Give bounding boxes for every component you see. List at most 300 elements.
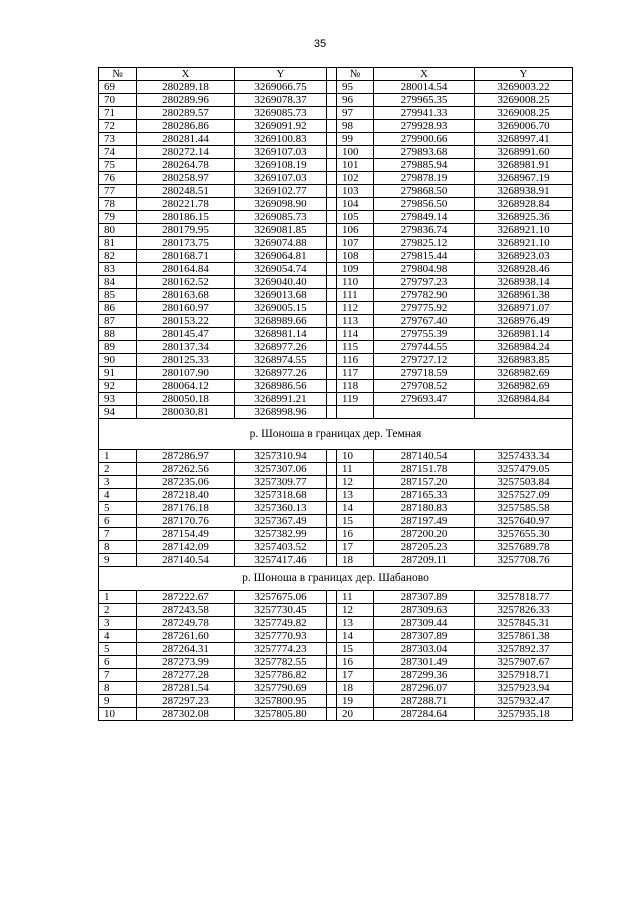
point-number: 101 xyxy=(337,159,374,172)
y-coordinate: 3269064.81 xyxy=(235,250,327,263)
column-gap xyxy=(327,604,337,617)
point-number: 11 xyxy=(337,463,374,476)
section-title-row xyxy=(99,567,573,591)
y-coordinate: 3269085.73 xyxy=(235,211,327,224)
y-coordinate: 3268981.14 xyxy=(475,328,573,341)
table-row xyxy=(99,630,573,643)
y-coordinate: 3257310.94 xyxy=(235,450,327,463)
table-row xyxy=(99,682,573,695)
x-coordinate: 287235.06 xyxy=(137,476,235,489)
x-coordinate: 279941.33 xyxy=(374,107,475,120)
table-row xyxy=(99,541,573,554)
x-coordinate: 287273.99 xyxy=(137,656,235,669)
x-coordinate: 287309.63 xyxy=(374,604,475,617)
x-coordinate: 279767.40 xyxy=(374,315,475,328)
column-gap xyxy=(327,341,337,354)
table-row xyxy=(99,328,573,341)
y-coordinate: 3268977.26 xyxy=(235,367,327,380)
table-header-row xyxy=(99,68,573,81)
header-x: X xyxy=(374,68,475,81)
table-row xyxy=(99,406,573,419)
page-number: 35 xyxy=(313,38,327,50)
point-number: 69 xyxy=(99,81,137,94)
y-coordinate: 3268984.84 xyxy=(475,393,573,406)
point-number: 70 xyxy=(99,94,137,107)
x-coordinate: 287243.58 xyxy=(137,604,235,617)
y-coordinate: 3257907.67 xyxy=(475,656,573,669)
column-gap xyxy=(327,94,337,107)
y-coordinate: 3269098.90 xyxy=(235,198,327,211)
point-number: 99 xyxy=(337,133,374,146)
y-coordinate: 3257774.23 xyxy=(235,643,327,656)
y-coordinate: 3269091.92 xyxy=(235,120,327,133)
column-gap xyxy=(327,656,337,669)
column-gap xyxy=(327,367,337,380)
y-coordinate: 3257845.31 xyxy=(475,617,573,630)
x-coordinate: 279727.12 xyxy=(374,354,475,367)
y-coordinate: 3268981.14 xyxy=(235,328,327,341)
point-number: 76 xyxy=(99,172,137,185)
y-coordinate xyxy=(475,406,573,419)
table-row xyxy=(99,146,573,159)
point-number: 110 xyxy=(337,276,374,289)
column-gap xyxy=(327,263,337,276)
column-gap xyxy=(327,289,337,302)
y-coordinate: 3257675.06 xyxy=(235,591,327,604)
y-coordinate: 3257892.37 xyxy=(475,643,573,656)
y-coordinate: 3257382.99 xyxy=(235,528,327,541)
y-coordinate: 3269100.83 xyxy=(235,133,327,146)
y-coordinate: 3257433.34 xyxy=(475,450,573,463)
y-coordinate: 3268928.46 xyxy=(475,263,573,276)
point-number: 2 xyxy=(99,604,137,617)
x-coordinate: 279900.66 xyxy=(374,133,475,146)
y-coordinate: 3257503.84 xyxy=(475,476,573,489)
point-number: 117 xyxy=(337,367,374,380)
point-number: 7 xyxy=(99,528,137,541)
column-gap xyxy=(327,120,337,133)
x-coordinate: 279775.92 xyxy=(374,302,475,315)
x-coordinate: 279782.90 xyxy=(374,289,475,302)
x-coordinate: 287249.78 xyxy=(137,617,235,630)
point-number: 19 xyxy=(337,695,374,708)
x-coordinate: 287286.97 xyxy=(137,450,235,463)
x-coordinate: 287288.71 xyxy=(374,695,475,708)
point-number: 77 xyxy=(99,185,137,198)
x-coordinate: 279868.50 xyxy=(374,185,475,198)
y-coordinate: 3257417.46 xyxy=(235,554,327,567)
point-number: 18 xyxy=(337,682,374,695)
point-number: 103 xyxy=(337,185,374,198)
y-coordinate: 3257749.82 xyxy=(235,617,327,630)
x-coordinate: 280107.90 xyxy=(137,367,235,380)
x-coordinate: 280125.33 xyxy=(137,354,235,367)
x-coordinate xyxy=(374,406,475,419)
x-coordinate: 287303.04 xyxy=(374,643,475,656)
y-coordinate: 3257307.06 xyxy=(235,463,327,476)
point-number: 16 xyxy=(337,528,374,541)
section-title: р. Шоноша в границах дер. Шабаново xyxy=(99,567,573,591)
x-coordinate: 279708.52 xyxy=(374,380,475,393)
y-coordinate: 3269074.88 xyxy=(235,237,327,250)
column-gap xyxy=(327,276,337,289)
point-number: 3 xyxy=(99,617,137,630)
y-coordinate: 3257826.33 xyxy=(475,604,573,617)
point-number: 7 xyxy=(99,669,137,682)
point-number: 9 xyxy=(99,695,137,708)
point-number: 107 xyxy=(337,237,374,250)
x-coordinate: 287301.49 xyxy=(374,656,475,669)
point-number: 1 xyxy=(99,591,137,604)
point-number: 106 xyxy=(337,224,374,237)
x-coordinate: 280137.34 xyxy=(137,341,235,354)
header-y: Y xyxy=(235,68,327,81)
point-number: 12 xyxy=(337,476,374,489)
point-number: 4 xyxy=(99,630,137,643)
y-coordinate: 3269107.03 xyxy=(235,146,327,159)
y-coordinate: 3268921.10 xyxy=(475,237,573,250)
point-number: 85 xyxy=(99,289,137,302)
y-coordinate: 3268984.24 xyxy=(475,341,573,354)
point-number: 6 xyxy=(99,656,137,669)
point-number: 86 xyxy=(99,302,137,315)
column-gap xyxy=(327,159,337,172)
y-coordinate: 3269078.37 xyxy=(235,94,327,107)
point-number: 6 xyxy=(99,515,137,528)
table-row xyxy=(99,393,573,406)
y-coordinate: 3268974.55 xyxy=(235,354,327,367)
column-gap xyxy=(327,643,337,656)
point-number: 12 xyxy=(337,604,374,617)
y-coordinate: 3268921.10 xyxy=(475,224,573,237)
y-coordinate: 3268982.69 xyxy=(475,380,573,393)
column-gap xyxy=(327,107,337,120)
y-coordinate: 3268998.96 xyxy=(235,406,327,419)
table-row xyxy=(99,289,573,302)
x-coordinate: 287297.23 xyxy=(137,695,235,708)
column-gap xyxy=(327,393,337,406)
point-number: 20 xyxy=(337,708,374,721)
x-coordinate: 287140.54 xyxy=(137,554,235,567)
table-row xyxy=(99,198,573,211)
point-number: 112 xyxy=(337,302,374,315)
y-coordinate: 3268982.69 xyxy=(475,367,573,380)
y-coordinate: 3257935.18 xyxy=(475,708,573,721)
table-row xyxy=(99,643,573,656)
point-number: 15 xyxy=(337,643,374,656)
y-coordinate: 3257318.68 xyxy=(235,489,327,502)
x-coordinate: 287170.76 xyxy=(137,515,235,528)
table-row xyxy=(99,172,573,185)
y-coordinate: 3269005.15 xyxy=(235,302,327,315)
point-number: 79 xyxy=(99,211,137,224)
point-number: 72 xyxy=(99,120,137,133)
point-number: 111 xyxy=(337,289,374,302)
table-row xyxy=(99,341,573,354)
table-row xyxy=(99,159,573,172)
header-num: № xyxy=(99,68,137,81)
x-coordinate: 279928.93 xyxy=(374,120,475,133)
x-coordinate: 287151.78 xyxy=(374,463,475,476)
table-row xyxy=(99,604,573,617)
x-coordinate: 287262.56 xyxy=(137,463,235,476)
point-number: 94 xyxy=(99,406,137,419)
y-coordinate: 3257805.80 xyxy=(235,708,327,721)
y-coordinate: 3268971.07 xyxy=(475,302,573,315)
column-gap xyxy=(327,695,337,708)
table-row xyxy=(99,81,573,94)
table-row xyxy=(99,515,573,528)
table-row xyxy=(99,528,573,541)
table-row xyxy=(99,276,573,289)
point-number: 96 xyxy=(337,94,374,107)
point-number: 108 xyxy=(337,250,374,263)
point-number: 8 xyxy=(99,682,137,695)
x-coordinate: 280030.81 xyxy=(137,406,235,419)
table-row xyxy=(99,107,573,120)
point-number: 74 xyxy=(99,146,137,159)
column-gap xyxy=(327,406,337,419)
x-coordinate: 280162.52 xyxy=(137,276,235,289)
table-row xyxy=(99,315,573,328)
point-number: 97 xyxy=(337,107,374,120)
point-number: 5 xyxy=(99,502,137,515)
y-coordinate: 3268991.60 xyxy=(475,146,573,159)
section-title: р. Шоноша в границах дер. Темная xyxy=(99,419,573,450)
x-coordinate: 287176.18 xyxy=(137,502,235,515)
x-coordinate: 287277.28 xyxy=(137,669,235,682)
point-number: 82 xyxy=(99,250,137,263)
table-row xyxy=(99,476,573,489)
y-coordinate: 3257479.05 xyxy=(475,463,573,476)
y-coordinate: 3257360.13 xyxy=(235,502,327,515)
column-gap xyxy=(327,211,337,224)
point-number: 10 xyxy=(99,708,137,721)
coordinates-table xyxy=(98,67,573,721)
y-coordinate: 3257790.69 xyxy=(235,682,327,695)
section-title-row xyxy=(99,419,573,450)
x-coordinate: 279965.35 xyxy=(374,94,475,107)
point-number xyxy=(337,406,374,419)
point-number: 113 xyxy=(337,315,374,328)
y-coordinate: 3269013.68 xyxy=(235,289,327,302)
column-gap xyxy=(327,463,337,476)
point-number: 109 xyxy=(337,263,374,276)
x-coordinate: 287154.49 xyxy=(137,528,235,541)
x-coordinate: 280264.78 xyxy=(137,159,235,172)
x-coordinate: 287197.49 xyxy=(374,515,475,528)
y-coordinate: 3257800.95 xyxy=(235,695,327,708)
x-coordinate: 279797.23 xyxy=(374,276,475,289)
point-number: 11 xyxy=(337,591,374,604)
x-coordinate: 280164.84 xyxy=(137,263,235,276)
point-number: 80 xyxy=(99,224,137,237)
y-coordinate: 3257818.77 xyxy=(475,591,573,604)
x-coordinate: 287222.67 xyxy=(137,591,235,604)
x-coordinate: 287296.07 xyxy=(374,682,475,695)
x-coordinate: 280248.51 xyxy=(137,185,235,198)
x-coordinate: 280179.95 xyxy=(137,224,235,237)
point-number: 13 xyxy=(337,617,374,630)
y-coordinate: 3269054.74 xyxy=(235,263,327,276)
x-coordinate: 280221.78 xyxy=(137,198,235,211)
x-coordinate: 280014.54 xyxy=(374,81,475,94)
column-gap xyxy=(327,224,337,237)
column-gap xyxy=(327,237,337,250)
y-coordinate: 3257918.71 xyxy=(475,669,573,682)
y-coordinate: 3257932.47 xyxy=(475,695,573,708)
x-coordinate: 279893.68 xyxy=(374,146,475,159)
table-row xyxy=(99,695,573,708)
x-coordinate: 279856.50 xyxy=(374,198,475,211)
column-gap xyxy=(327,502,337,515)
table-row xyxy=(99,224,573,237)
x-coordinate: 280286.86 xyxy=(137,120,235,133)
point-number: 83 xyxy=(99,263,137,276)
column-gap xyxy=(327,68,337,81)
table-row xyxy=(99,302,573,315)
x-coordinate: 280281.44 xyxy=(137,133,235,146)
x-coordinate: 280160.97 xyxy=(137,302,235,315)
point-number: 102 xyxy=(337,172,374,185)
point-number: 15 xyxy=(337,515,374,528)
column-gap xyxy=(327,617,337,630)
x-coordinate: 287140.54 xyxy=(374,450,475,463)
x-coordinate: 279693.47 xyxy=(374,393,475,406)
y-coordinate: 3269006.70 xyxy=(475,120,573,133)
point-number: 118 xyxy=(337,380,374,393)
y-coordinate: 3257770.93 xyxy=(235,630,327,643)
x-coordinate: 279815.44 xyxy=(374,250,475,263)
table-row xyxy=(99,354,573,367)
y-coordinate: 3257309.77 xyxy=(235,476,327,489)
x-coordinate: 279885.94 xyxy=(374,159,475,172)
y-coordinate: 3257527.09 xyxy=(475,489,573,502)
y-coordinate: 3269108.19 xyxy=(235,159,327,172)
x-coordinate: 280163.68 xyxy=(137,289,235,302)
column-gap xyxy=(327,354,337,367)
column-gap xyxy=(327,380,337,393)
column-gap xyxy=(327,185,337,198)
column-gap xyxy=(327,476,337,489)
y-coordinate: 3268976.49 xyxy=(475,315,573,328)
point-number: 100 xyxy=(337,146,374,159)
y-coordinate: 3269066.75 xyxy=(235,81,327,94)
point-number: 75 xyxy=(99,159,137,172)
table-row xyxy=(99,463,573,476)
point-number: 9 xyxy=(99,554,137,567)
point-number: 119 xyxy=(337,393,374,406)
point-number: 17 xyxy=(337,541,374,554)
point-number: 114 xyxy=(337,328,374,341)
x-coordinate: 280145.47 xyxy=(137,328,235,341)
column-gap xyxy=(327,528,337,541)
column-gap xyxy=(327,198,337,211)
column-gap xyxy=(327,541,337,554)
column-gap xyxy=(327,250,337,263)
y-coordinate: 3269008.25 xyxy=(475,107,573,120)
y-coordinate: 3268991.21 xyxy=(235,393,327,406)
point-number: 93 xyxy=(99,393,137,406)
x-coordinate: 280289.57 xyxy=(137,107,235,120)
y-coordinate: 3268938.91 xyxy=(475,185,573,198)
column-gap xyxy=(327,315,337,328)
x-coordinate: 279755.39 xyxy=(374,328,475,341)
x-coordinate: 280289.96 xyxy=(137,94,235,107)
table-row xyxy=(99,94,573,107)
point-number: 73 xyxy=(99,133,137,146)
column-gap xyxy=(327,450,337,463)
point-number: 87 xyxy=(99,315,137,328)
point-number: 4 xyxy=(99,489,137,502)
y-coordinate: 3257655.30 xyxy=(475,528,573,541)
point-number: 16 xyxy=(337,656,374,669)
table-row xyxy=(99,263,573,276)
y-coordinate: 3268961.38 xyxy=(475,289,573,302)
y-coordinate: 3257923.94 xyxy=(475,682,573,695)
y-coordinate: 3269008.25 xyxy=(475,94,573,107)
x-coordinate: 287284.64 xyxy=(374,708,475,721)
y-coordinate: 3257786.82 xyxy=(235,669,327,682)
table-row xyxy=(99,367,573,380)
x-coordinate: 280168.71 xyxy=(137,250,235,263)
point-number: 3 xyxy=(99,476,137,489)
point-number: 116 xyxy=(337,354,374,367)
table-row xyxy=(99,237,573,250)
x-coordinate: 287209.11 xyxy=(374,554,475,567)
column-gap xyxy=(327,630,337,643)
x-coordinate: 287264.31 xyxy=(137,643,235,656)
y-coordinate: 3268983.85 xyxy=(475,354,573,367)
y-coordinate: 3269102.77 xyxy=(235,185,327,198)
x-coordinate: 287281.54 xyxy=(137,682,235,695)
x-coordinate: 280173.75 xyxy=(137,237,235,250)
x-coordinate: 280258.97 xyxy=(137,172,235,185)
table-row xyxy=(99,708,573,721)
table-row xyxy=(99,185,573,198)
y-coordinate: 3257403.52 xyxy=(235,541,327,554)
x-coordinate: 287307.89 xyxy=(374,591,475,604)
x-coordinate: 279825.12 xyxy=(374,237,475,250)
table-row xyxy=(99,120,573,133)
y-coordinate: 3257730.45 xyxy=(235,604,327,617)
y-coordinate: 3257367.49 xyxy=(235,515,327,528)
x-coordinate: 287142.09 xyxy=(137,541,235,554)
table-row xyxy=(99,669,573,682)
y-coordinate: 3257861.38 xyxy=(475,630,573,643)
y-coordinate: 3268977.26 xyxy=(235,341,327,354)
column-gap xyxy=(327,172,337,185)
table-row xyxy=(99,617,573,630)
x-coordinate: 280272.14 xyxy=(137,146,235,159)
column-gap xyxy=(327,515,337,528)
x-coordinate: 287205.23 xyxy=(374,541,475,554)
point-number: 92 xyxy=(99,380,137,393)
point-number: 14 xyxy=(337,630,374,643)
point-number: 13 xyxy=(337,489,374,502)
y-coordinate: 3268967.19 xyxy=(475,172,573,185)
x-coordinate: 280186.15 xyxy=(137,211,235,224)
x-coordinate: 287157.20 xyxy=(374,476,475,489)
table-row xyxy=(99,450,573,463)
point-number: 98 xyxy=(337,120,374,133)
point-number: 17 xyxy=(337,669,374,682)
y-coordinate: 3269040.40 xyxy=(235,276,327,289)
y-coordinate: 3257708.76 xyxy=(475,554,573,567)
point-number: 104 xyxy=(337,198,374,211)
y-coordinate: 3269003.22 xyxy=(475,81,573,94)
point-number: 89 xyxy=(99,341,137,354)
